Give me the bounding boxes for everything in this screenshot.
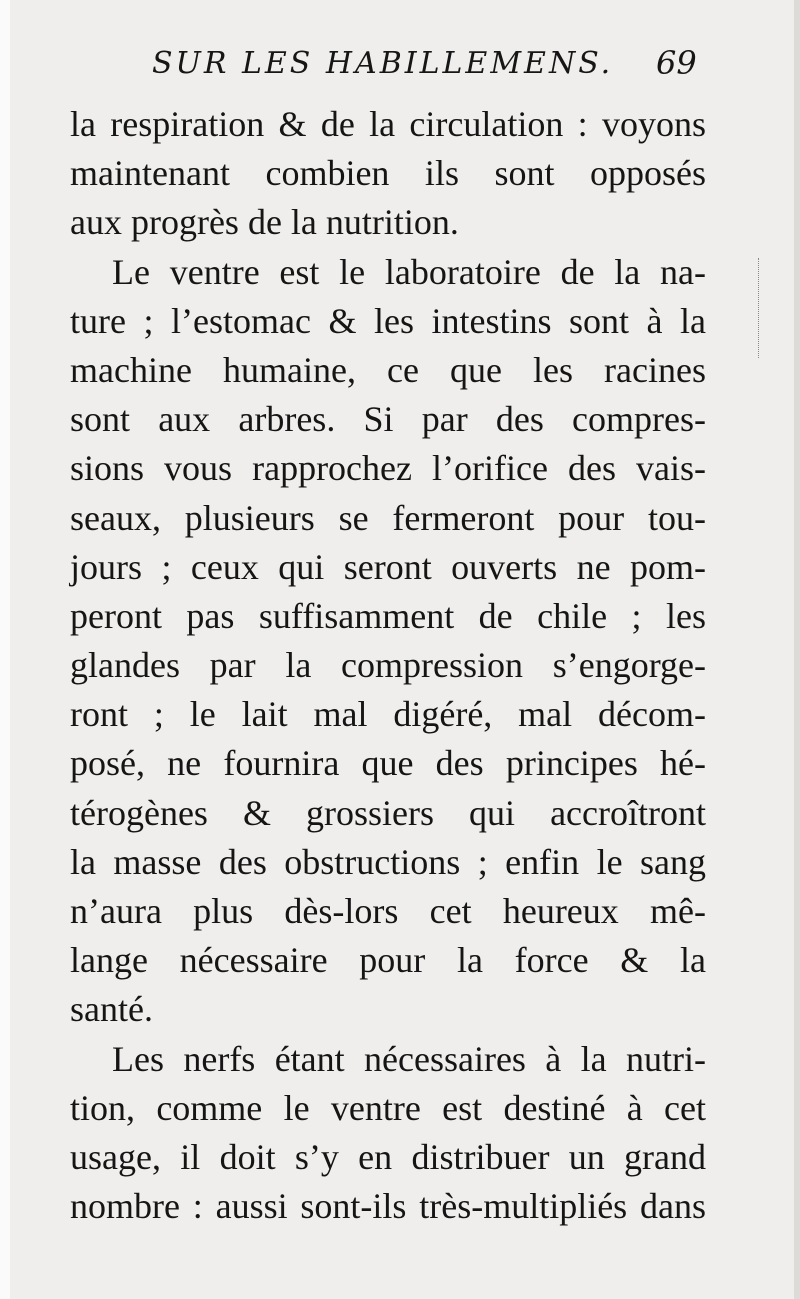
text-line: n’aura plus dès-lors cet heureux mê- xyxy=(70,891,706,931)
body-text xyxy=(70,100,706,1231)
page-edge xyxy=(794,0,800,1299)
text-line: lange nécessaire pour la force & la xyxy=(70,940,706,981)
text-line: glandes par la compression s’engorge- xyxy=(70,645,706,686)
text-line: aux progrès de la nutrition. xyxy=(70,202,459,243)
text-line: térogènes & grossiers qui accroîtront xyxy=(70,792,706,833)
text-line: jours ; ceux qui seront ouverts ne pom- xyxy=(70,546,706,587)
text-line: ront ; le lait mal digéré, mal décom- xyxy=(70,694,706,735)
text-line: posé, ne fournira que des principes hé- xyxy=(70,743,706,784)
margin-mark xyxy=(758,258,767,358)
text-line: Le ventre est le laboratoire de la na- xyxy=(112,251,706,292)
text-line: la respiration & de la circulation : voyons xyxy=(70,104,706,144)
text-line: peront pas suffisamment de chile ; les xyxy=(70,595,706,636)
text-line: sions vous rapprochez l’orifice des vais- xyxy=(70,448,706,489)
text-line: Les nerfs étant nécessaires à la nutri- xyxy=(112,1038,706,1079)
text-line: la masse des obstructions ; enfin le sang xyxy=(70,841,706,882)
text-line: ture ; l’estomac & les intestins sont à la xyxy=(70,300,706,341)
page-number: 69 xyxy=(656,44,697,82)
running-title: SUR LES HABILLEMENS. xyxy=(152,46,614,81)
text-line: sont aux arbres. Si par des compres- xyxy=(70,399,706,440)
text-line: santé. xyxy=(70,989,153,1030)
text-line: nombre : aussi sont-ils très-multipliés dans xyxy=(70,1186,706,1227)
running-head xyxy=(10,44,800,94)
text-line: seaux, plusieurs se fermeront pour tou- xyxy=(70,497,706,538)
text-line: tion, comme le ventre est destiné à cet xyxy=(70,1087,706,1128)
text-line: usage, il doit s’y en distribuer un grand xyxy=(70,1136,706,1177)
text-line: machine humaine, ce que les racines xyxy=(70,349,706,390)
text-line: maintenant combien ils sont opposés xyxy=(70,153,706,194)
